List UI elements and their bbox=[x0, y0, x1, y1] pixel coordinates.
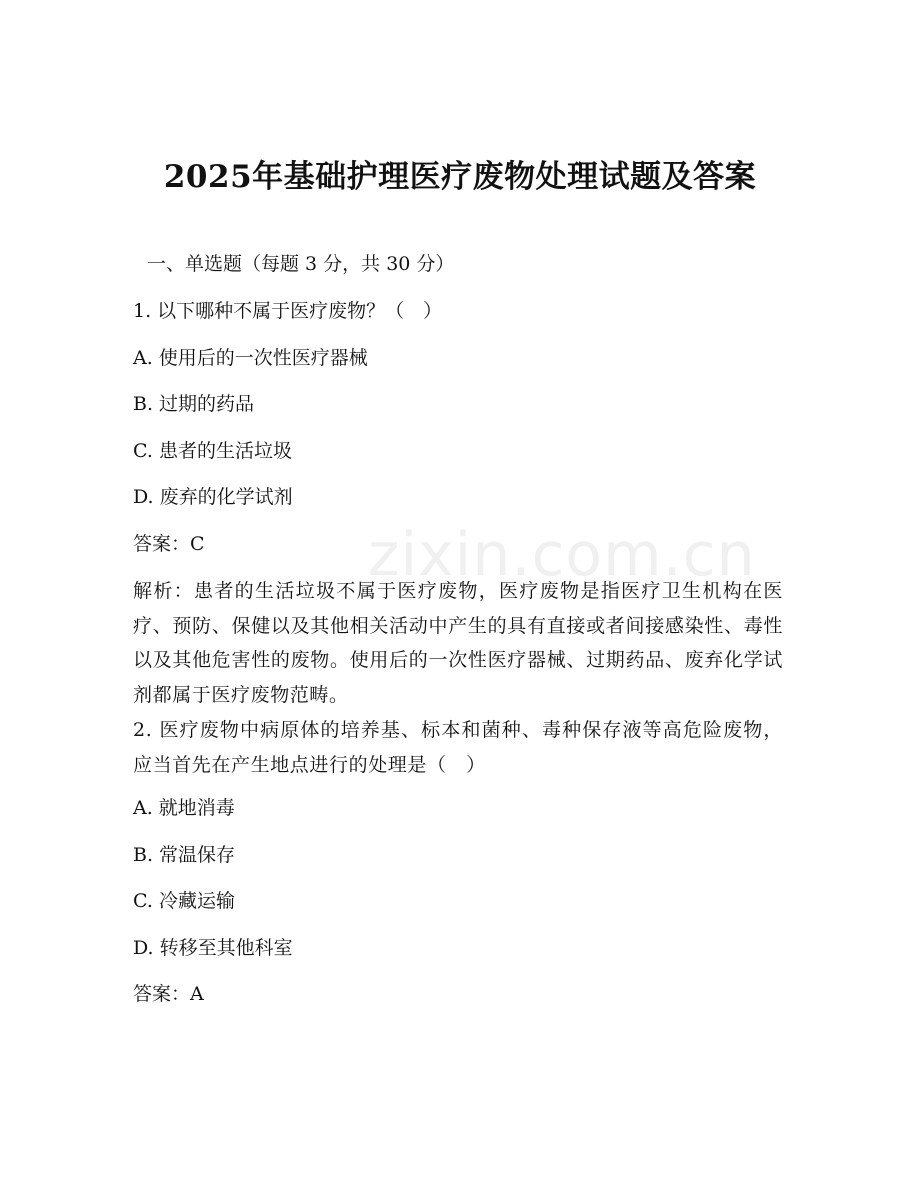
option-b: B. 过期的药品 bbox=[133, 393, 255, 415]
option-c: C. 冷藏运输 bbox=[133, 890, 235, 912]
watermark: zixin.com.cn bbox=[368, 520, 756, 590]
option-d: D. 废弃的化学试剂 bbox=[133, 486, 293, 508]
answer: 答案：A bbox=[133, 983, 204, 1005]
document-title: 2025年基础护理医疗废物处理试题及答案 bbox=[163, 159, 757, 195]
option-c: C. 患者的生活垃圾 bbox=[133, 440, 292, 462]
answer: 答案：C bbox=[133, 533, 205, 555]
option-a: A. 使用后的一次性医疗器械 bbox=[133, 347, 368, 369]
option-a: A. 就地消毒 bbox=[133, 797, 235, 819]
option-b: B. 常温保存 bbox=[133, 844, 236, 866]
section-heading: 一、单选题（每题 3 分，共 30 分） bbox=[147, 253, 455, 275]
question-stem: 2. 医疗废物中病原体的培养基、标本和菌种、毒种保存液等高危险废物，应当首先在产生地点进行的处理是（ ） bbox=[133, 719, 783, 776]
analysis: 解析：患者的生活垃圾不属于医疗废物，医疗废物是指医疗卫生机构在医疗、预防、保健以及其他相关活动中产生的具有直接或者间接感染性、毒性以及其他危害性的废物。使用后的一次性医疗器械、过期药品、废弃化学试剂都属于医疗废物范畴。 bbox=[133, 580, 783, 706]
option-d: D. 转移至其他科室 bbox=[133, 937, 293, 959]
question-stem: 1. 以下哪种不属于医疗废物？（ ） bbox=[133, 300, 443, 322]
